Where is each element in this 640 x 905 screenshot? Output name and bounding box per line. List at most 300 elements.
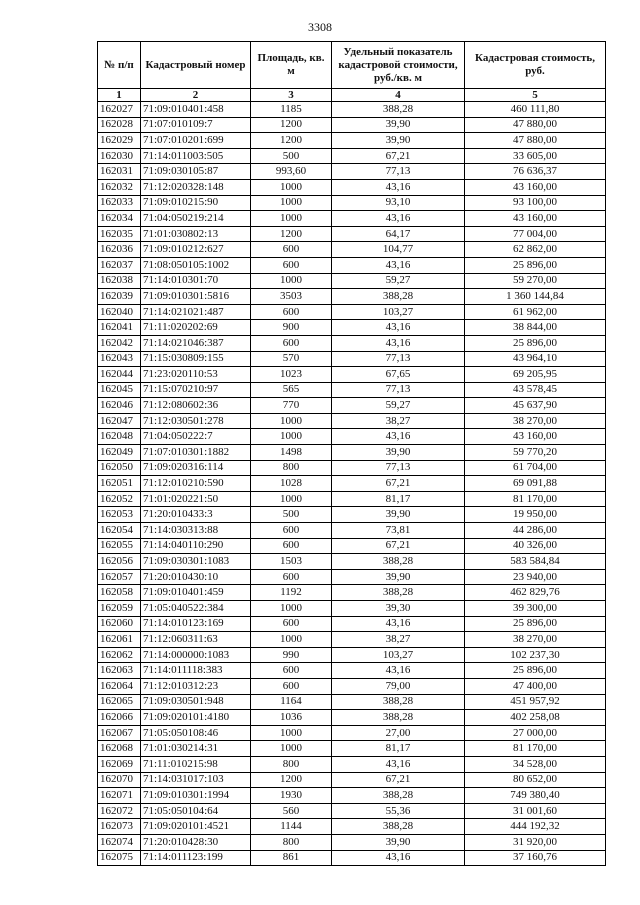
cadastral-value-cell: 61 704,00 [465,460,606,476]
cadastral-number-cell: 71:20:010430:10 [141,569,251,585]
area-cell: 993,60 [251,164,332,180]
row-number-cell: 162074 [98,834,141,850]
row-number-cell: 162054 [98,523,141,539]
cadastral-number-cell: 71:14:000000:1083 [141,647,251,663]
table-row [98,663,606,679]
table-row [98,554,606,570]
cadastral-number-cell: 71:20:010428:30 [141,834,251,850]
unit-value-cell: 388,28 [332,585,465,601]
column-number: 3 [251,89,332,102]
unit-value-cell: 55,36 [332,803,465,819]
row-number-cell: 162069 [98,756,141,772]
unit-value-cell: 104,77 [332,242,465,258]
table-row [98,179,606,195]
cadastral-value-cell: 80 652,00 [465,772,606,788]
table-row [98,242,606,258]
row-number-cell: 162033 [98,195,141,211]
cadastral-value-cell: 33 605,00 [465,148,606,164]
table-row [98,725,606,741]
cadastral-value-cell: 43 160,00 [465,429,606,445]
table-row [98,335,606,351]
table-row [98,133,606,149]
table-row [98,413,606,429]
area-cell: 1200 [251,133,332,149]
cadastral-value-cell: 1 360 144,84 [465,289,606,305]
area-cell: 600 [251,569,332,585]
table-body [98,102,606,866]
unit-value-cell: 103,27 [332,647,465,663]
table-row [98,741,606,757]
unit-value-cell: 81,17 [332,491,465,507]
cadastral-number-cell: 71:09:010401:458 [141,102,251,118]
cadastral-value-cell: 81 170,00 [465,741,606,757]
cadastral-value-cell: 451 957,92 [465,694,606,710]
unit-value-cell: 39,90 [332,834,465,850]
cadastral-value-table [97,41,606,866]
row-number-cell: 162050 [98,460,141,476]
row-number-cell: 162038 [98,273,141,289]
column-number: 1 [98,89,141,102]
cadastral-value-cell: 27 000,00 [465,725,606,741]
table-row [98,304,606,320]
row-number-cell: 162045 [98,382,141,398]
cadastral-number-cell: 71:09:030501:948 [141,694,251,710]
cadastral-value-cell: 38 844,00 [465,320,606,336]
page-number: 3308 [308,20,332,34]
unit-value-cell: 93,10 [332,195,465,211]
cadastral-number-cell: 71:09:010301:1994 [141,788,251,804]
area-cell: 600 [251,335,332,351]
cadastral-number-cell: 71:04:050219:214 [141,211,251,227]
cadastral-value-cell: 402 258,08 [465,710,606,726]
row-number-cell: 162035 [98,226,141,242]
cadastral-value-cell: 23 940,00 [465,569,606,585]
row-number-cell: 162052 [98,491,141,507]
cadastral-number-cell: 71:14:040110:290 [141,538,251,554]
table-row [98,257,606,273]
cadastral-number-cell: 71:14:021021:487 [141,304,251,320]
cadastral-value-cell: 749 380,40 [465,788,606,804]
cadastral-value-cell: 47 400,00 [465,678,606,694]
row-number-cell: 162055 [98,538,141,554]
cadastral-number-cell: 71:09:020101:4521 [141,819,251,835]
unit-value-cell: 43,16 [332,429,465,445]
cadastral-value-cell: 25 896,00 [465,257,606,273]
cadastral-value-cell: 69 205,95 [465,367,606,383]
unit-value-cell: 77,13 [332,164,465,180]
area-cell: 1185 [251,102,332,118]
cadastral-value-cell: 25 896,00 [465,335,606,351]
row-number-cell: 162066 [98,710,141,726]
table-row [98,710,606,726]
cadastral-value-cell: 19 950,00 [465,507,606,523]
cadastral-number-cell: 71:23:020110:53 [141,367,251,383]
unit-value-cell: 67,65 [332,367,465,383]
area-cell: 570 [251,351,332,367]
cadastral-value-cell: 34 528,00 [465,756,606,772]
cadastral-value-cell: 43 964,10 [465,351,606,367]
unit-value-cell: 39,90 [332,133,465,149]
area-cell: 1200 [251,772,332,788]
unit-value-cell: 43,16 [332,663,465,679]
cadastral-number-cell: 71:14:030313:88 [141,523,251,539]
column-number-row [98,89,606,102]
cadastral-value-cell: 81 170,00 [465,491,606,507]
unit-value-cell: 388,28 [332,694,465,710]
table-row [98,460,606,476]
area-cell: 1144 [251,819,332,835]
row-number-cell: 162049 [98,445,141,461]
cadastral-number-cell: 71:14:010123:169 [141,616,251,632]
area-cell: 900 [251,320,332,336]
cadastral-value-cell: 43 578,45 [465,382,606,398]
cadastral-value-cell: 460 111,80 [465,102,606,118]
area-cell: 1000 [251,413,332,429]
unit-value-cell: 38,27 [332,413,465,429]
unit-value-cell: 103,27 [332,304,465,320]
row-number-cell: 162061 [98,632,141,648]
row-number-cell: 162070 [98,772,141,788]
row-number-cell: 162051 [98,476,141,492]
row-number-cell: 162059 [98,601,141,617]
column-number: 2 [141,89,251,102]
cadastral-value-cell: 31 920,00 [465,834,606,850]
area-cell: 600 [251,663,332,679]
unit-value-cell: 388,28 [332,819,465,835]
cadastral-number-cell: 71:11:020202:69 [141,320,251,336]
table-row [98,320,606,336]
cadastral-number-cell: 71:09:030105:87 [141,164,251,180]
unit-value-cell: 43,16 [332,756,465,772]
unit-value-cell: 77,13 [332,460,465,476]
cadastral-number-cell: 71:14:011003:505 [141,148,251,164]
row-number-cell: 162043 [98,351,141,367]
cadastral-value-cell: 76 636,37 [465,164,606,180]
row-number-cell: 162056 [98,554,141,570]
area-cell: 500 [251,148,332,164]
cadastral-value-cell: 45 637,90 [465,398,606,414]
header-unit-value: Удельный показатель кадастровой стоимости, руб./кв. м [332,42,465,89]
row-number-cell: 162040 [98,304,141,320]
row-number-cell: 162032 [98,179,141,195]
cadastral-value-cell: 47 880,00 [465,117,606,133]
cadastral-number-cell: 71:14:010301:70 [141,273,251,289]
cadastral-value-cell: 25 896,00 [465,663,606,679]
header-row-number: № п/п [98,42,141,89]
table-row [98,117,606,133]
table-row [98,102,606,118]
row-number-cell: 162029 [98,133,141,149]
cadastral-number-cell: 71:09:010212:627 [141,242,251,258]
unit-value-cell: 388,28 [332,788,465,804]
cadastral-number-cell: 71:12:030501:278 [141,413,251,429]
cadastral-value-cell: 37 160,76 [465,850,606,866]
area-cell: 600 [251,616,332,632]
cadastral-value-cell: 44 286,00 [465,523,606,539]
area-cell: 990 [251,647,332,663]
area-cell: 560 [251,803,332,819]
area-cell: 800 [251,834,332,850]
cadastral-value-cell: 25 896,00 [465,616,606,632]
unit-value-cell: 39,90 [332,117,465,133]
cadastral-number-cell: 71:01:030214:31 [141,741,251,757]
cadastral-value-cell: 31 001,60 [465,803,606,819]
area-cell: 1028 [251,476,332,492]
area-cell: 1192 [251,585,332,601]
cadastral-value-cell: 77 004,00 [465,226,606,242]
area-cell: 1000 [251,195,332,211]
cadastral-value-cell: 102 237,30 [465,647,606,663]
cadastral-value-cell: 444 192,32 [465,819,606,835]
cadastral-number-cell: 71:14:021046:387 [141,335,251,351]
table-row [98,164,606,180]
table-row [98,788,606,804]
table-row [98,850,606,866]
cadastral-number-cell: 71:15:070210:97 [141,382,251,398]
unit-value-cell: 27,00 [332,725,465,741]
area-cell: 565 [251,382,332,398]
cadastral-number-cell: 71:04:050222:7 [141,429,251,445]
area-cell: 1000 [251,601,332,617]
row-number-cell: 162053 [98,507,141,523]
cadastral-value-cell: 61 962,00 [465,304,606,320]
area-cell: 1000 [251,429,332,445]
unit-value-cell: 38,27 [332,632,465,648]
unit-value-cell: 59,27 [332,398,465,414]
table-row [98,476,606,492]
row-number-cell: 162048 [98,429,141,445]
row-number-cell: 162065 [98,694,141,710]
row-number-cell: 162030 [98,148,141,164]
table-row [98,523,606,539]
header-area: Площадь, кв. м [251,42,332,89]
row-number-cell: 162060 [98,616,141,632]
row-number-cell: 162027 [98,102,141,118]
row-number-cell: 162063 [98,663,141,679]
cadastral-value-cell: 462 829,76 [465,585,606,601]
cadastral-number-cell: 71:12:060311:63 [141,632,251,648]
unit-value-cell: 39,90 [332,445,465,461]
area-cell: 1503 [251,554,332,570]
cadastral-value-cell: 38 270,00 [465,632,606,648]
table-row [98,273,606,289]
row-number-cell: 162075 [98,850,141,866]
area-cell: 600 [251,257,332,273]
unit-value-cell: 64,17 [332,226,465,242]
area-cell: 1200 [251,226,332,242]
cadastral-number-cell: 71:09:010215:90 [141,195,251,211]
table-row [98,756,606,772]
cadastral-value-cell: 69 091,88 [465,476,606,492]
table-row [98,429,606,445]
unit-value-cell: 43,16 [332,257,465,273]
row-number-cell: 162046 [98,398,141,414]
cadastral-number-cell: 71:12:080602:36 [141,398,251,414]
table-row [98,491,606,507]
cadastral-number-cell: 71:09:020101:4180 [141,710,251,726]
cadastral-number-cell: 71:08:050105:1002 [141,257,251,273]
area-cell: 1200 [251,117,332,133]
row-number-cell: 162042 [98,335,141,351]
cadastral-number-cell: 71:14:011118:383 [141,663,251,679]
row-number-cell: 162073 [98,819,141,835]
unit-value-cell: 77,13 [332,382,465,398]
table-row [98,632,606,648]
unit-value-cell: 43,16 [332,850,465,866]
cadastral-number-cell: 71:09:020316:114 [141,460,251,476]
cadastral-number-cell: 71:09:010301:5816 [141,289,251,305]
area-cell: 1000 [251,179,332,195]
cadastral-number-cell: 71:05:050108:46 [141,725,251,741]
row-number-cell: 162057 [98,569,141,585]
area-cell: 800 [251,460,332,476]
table-row [98,351,606,367]
table-row [98,819,606,835]
row-number-cell: 162071 [98,788,141,804]
area-cell: 770 [251,398,332,414]
cadastral-number-cell: 71:09:030301:1083 [141,554,251,570]
area-cell: 1000 [251,273,332,289]
unit-value-cell: 39,90 [332,569,465,585]
unit-value-cell: 43,16 [332,335,465,351]
table-row [98,382,606,398]
area-cell: 1164 [251,694,332,710]
cadastral-number-cell: 71:05:040522:384 [141,601,251,617]
row-number-cell: 162028 [98,117,141,133]
row-number-cell: 162064 [98,678,141,694]
cadastral-value-cell: 62 862,00 [465,242,606,258]
header-cadastral-value: Кадастровая стоимость, руб. [465,42,606,89]
area-cell: 600 [251,538,332,554]
unit-value-cell: 67,21 [332,148,465,164]
cadastral-number-cell: 71:01:030802:13 [141,226,251,242]
unit-value-cell: 388,28 [332,554,465,570]
unit-value-cell: 77,13 [332,351,465,367]
cadastral-value-cell: 38 270,00 [465,413,606,429]
table-row [98,647,606,663]
row-number-cell: 162037 [98,257,141,273]
cadastral-number-cell: 71:05:050104:64 [141,803,251,819]
area-cell: 1000 [251,725,332,741]
table-row [98,367,606,383]
unit-value-cell: 39,30 [332,601,465,617]
unit-value-cell: 81,17 [332,741,465,757]
area-cell: 1000 [251,741,332,757]
header-cadastral-number: Кадастровый номер [141,42,251,89]
cadastral-value-cell: 59 770,20 [465,445,606,461]
row-number-cell: 162039 [98,289,141,305]
area-cell: 1023 [251,367,332,383]
cadastral-number-cell: 71:07:010201:699 [141,133,251,149]
row-number-cell: 162062 [98,647,141,663]
table-row [98,585,606,601]
table-row [98,148,606,164]
cadastral-value-cell: 40 326,00 [465,538,606,554]
row-number-cell: 162031 [98,164,141,180]
unit-value-cell: 67,21 [332,772,465,788]
cadastral-value-cell: 59 270,00 [465,273,606,289]
area-cell: 3503 [251,289,332,305]
table-row [98,226,606,242]
cadastral-number-cell: 71:11:010215:98 [141,756,251,772]
row-number-cell: 162034 [98,211,141,227]
header-row [98,42,606,89]
area-cell: 600 [251,242,332,258]
table-row [98,289,606,305]
cadastral-number-cell: 71:01:020221:50 [141,491,251,507]
table-row [98,694,606,710]
cadastral-value-cell: 93 100,00 [465,195,606,211]
area-cell: 800 [251,756,332,772]
area-cell: 1930 [251,788,332,804]
cadastral-value-cell: 39 300,00 [465,601,606,617]
unit-value-cell: 73,81 [332,523,465,539]
unit-value-cell: 388,28 [332,289,465,305]
area-cell: 861 [251,850,332,866]
unit-value-cell: 43,16 [332,179,465,195]
table-row [98,601,606,617]
table-row [98,211,606,227]
table-row [98,616,606,632]
table-row [98,398,606,414]
row-number-cell: 162067 [98,725,141,741]
cadastral-number-cell: 71:07:010301:1882 [141,445,251,461]
unit-value-cell: 388,28 [332,710,465,726]
unit-value-cell: 67,21 [332,538,465,554]
table-row [98,569,606,585]
row-number-cell: 162044 [98,367,141,383]
area-cell: 600 [251,523,332,539]
unit-value-cell: 43,16 [332,211,465,227]
row-number-cell: 162068 [98,741,141,757]
row-number-cell: 162036 [98,242,141,258]
cadastral-number-cell: 71:12:010210:590 [141,476,251,492]
row-number-cell: 162047 [98,413,141,429]
table-row [98,803,606,819]
cadastral-value-cell: 47 880,00 [465,133,606,149]
table-row [98,445,606,461]
area-cell: 1498 [251,445,332,461]
table-row [98,678,606,694]
area-cell: 500 [251,507,332,523]
unit-value-cell: 67,21 [332,476,465,492]
area-cell: 600 [251,304,332,320]
cadastral-number-cell: 71:07:010109:7 [141,117,251,133]
cadastral-value-cell: 43 160,00 [465,179,606,195]
table-row [98,772,606,788]
unit-value-cell: 79,00 [332,678,465,694]
cadastral-number-cell: 71:14:011123:199 [141,850,251,866]
row-number-cell: 162041 [98,320,141,336]
unit-value-cell: 388,28 [332,102,465,118]
area-cell: 1000 [251,491,332,507]
table-row [98,195,606,211]
table-row [98,538,606,554]
area-cell: 1000 [251,211,332,227]
table-row [98,834,606,850]
cadastral-value-cell: 43 160,00 [465,211,606,227]
column-number: 4 [332,89,465,102]
cadastral-number-cell: 71:15:030809:155 [141,351,251,367]
table-row [98,507,606,523]
area-cell: 600 [251,678,332,694]
column-number: 5 [465,89,606,102]
cadastral-number-cell: 71:12:010312:23 [141,678,251,694]
area-cell: 1036 [251,710,332,726]
cadastral-number-cell: 71:12:020328:148 [141,179,251,195]
unit-value-cell: 59,27 [332,273,465,289]
area-cell: 1000 [251,632,332,648]
